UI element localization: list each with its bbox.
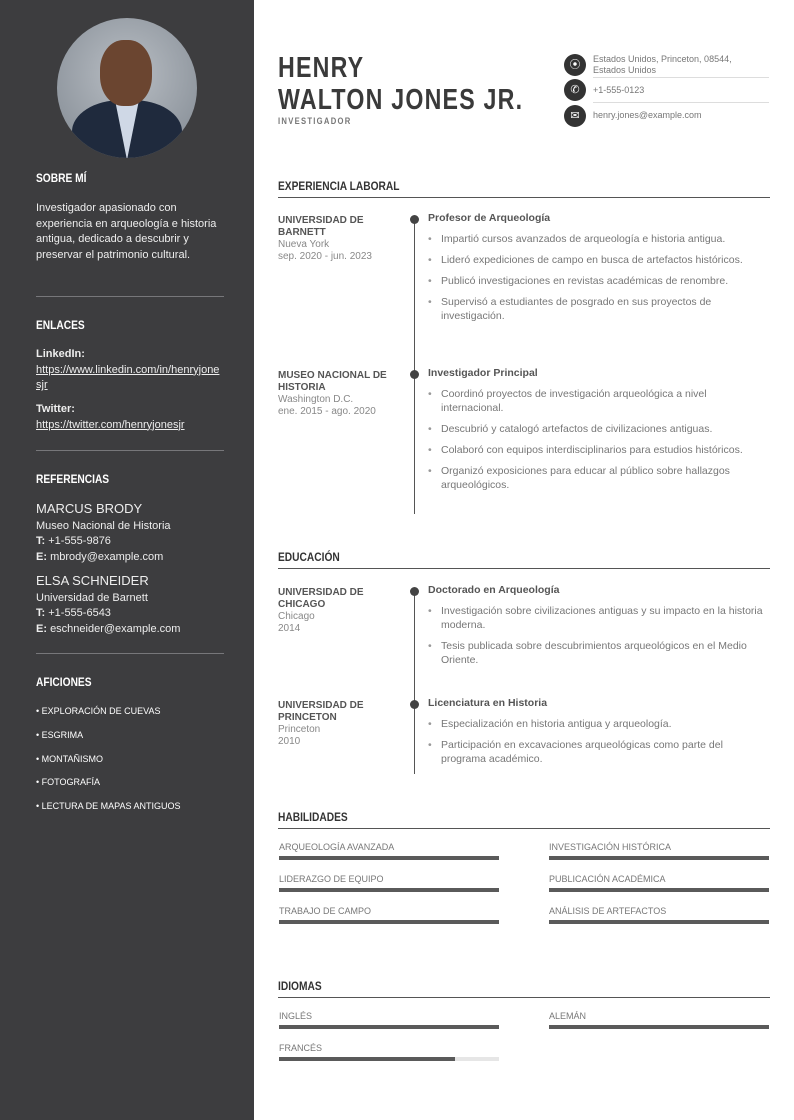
entry-bullet: • Colaboró con equipos interdisciplinarios para estudios históricos. [428, 443, 768, 457]
level-bar [549, 856, 769, 860]
phone-label: T: [36, 607, 46, 619]
about-heading: SOBRE MÍ [36, 171, 87, 185]
entry-bullet: • Especialización en historia antigua y arqueología. [428, 717, 768, 731]
level-fill [549, 920, 769, 924]
level-fill [279, 856, 499, 860]
twitter-block [36, 402, 221, 433]
reference-email: mbrody@example.com [50, 550, 164, 563]
entry-bullet: • Publicó investigaciones en revistas académicas de renombre. [428, 274, 768, 288]
languages-heading: IDIOMAS [278, 979, 770, 998]
skills-item [549, 874, 769, 892]
hobby-item: • LECTURA DE MAPAS ANTIGUOS [36, 801, 181, 811]
entry-bullet: • Tesis publicada sobre descubrimientos arqueológicos en el Medio Oriente. [428, 639, 768, 667]
level-fill [549, 1025, 769, 1029]
timeline-dot [410, 215, 419, 224]
reference-phone: +1-555-6543 [48, 607, 111, 619]
divider [36, 653, 224, 654]
entry-org-block [278, 700, 388, 748]
education-heading: EDUCACIÓN [278, 550, 770, 569]
level-fill [279, 1025, 499, 1029]
linkedin-block [36, 347, 221, 394]
timeline-dot [410, 587, 419, 596]
skills-name: LIDERAZGO DE EQUIPO [279, 874, 384, 884]
timeline-line [414, 591, 415, 704]
level-bar [279, 856, 499, 860]
skills-name: TRABAJO DE CAMPO [279, 906, 372, 916]
timeline-dot [410, 370, 419, 379]
reference-name: MARCUS BRODY [36, 501, 143, 516]
divider [36, 450, 224, 451]
divider [593, 77, 769, 78]
skills-item [279, 842, 499, 860]
entry-role: Investigador Principal [428, 367, 538, 379]
entry-place: Chicago [278, 611, 315, 622]
reference-email: eschneider@example.com [50, 622, 181, 635]
entry-org: UNIVERSIDAD DE PRINCETON [278, 700, 364, 723]
entry-bullet: • Participación en excavaciones arqueológicas como parte del programa académico. [428, 738, 768, 766]
skills-item [549, 842, 769, 860]
hobbies-heading: AFICIONES [36, 675, 92, 689]
level-fill [279, 920, 499, 924]
hobby-item: • ESGRIMA [36, 730, 84, 740]
timeline-line [414, 704, 415, 774]
level-bar [279, 1057, 499, 1061]
reference-org: Museo Nacional de Historia [36, 519, 171, 532]
location-pin-icon: ⦿ [564, 54, 586, 76]
entry-org: UNIVERSIDAD DE CHICAGO [278, 587, 364, 610]
reference-phone: +1-555-9876 [48, 535, 111, 547]
languages-name: ALEMÁN [549, 1011, 587, 1021]
level-fill [549, 856, 769, 860]
reference-org: Universidad de Barnett [36, 591, 148, 604]
reference-name: ELSA SCHNEIDER [36, 573, 149, 588]
skills-item [279, 874, 499, 892]
twitter-label: Twitter: [36, 403, 75, 415]
contact-phone: +1-555-0123 [593, 85, 645, 95]
entry-role: Licenciatura en Historia [428, 697, 548, 709]
sidebar [0, 0, 254, 1120]
entry-bullet: • Lideró expediciones de campo en busca de artefactos históricos. [428, 253, 768, 267]
level-fill [279, 888, 499, 892]
job-title: INVESTIGADOR [278, 116, 352, 126]
entry-bullet: • Impartió cursos avanzados de arqueología e historia antigua. [428, 232, 768, 246]
level-bar [279, 920, 499, 924]
about-text: Investigador apasionado con experiencia en arqueología e historia antigua, dedicado a descubrir y preservar el patrimonio cultural. [36, 202, 217, 261]
timeline-dot [410, 700, 419, 709]
phone-label: T: [36, 535, 46, 547]
level-bar [549, 888, 769, 892]
entry-place: Washington D.C. [278, 394, 354, 405]
languages-item [279, 1011, 499, 1029]
entry-role: Profesor de Arqueología [428, 212, 551, 224]
skills-name: INVESTIGACIÓN HISTÓRICA [549, 842, 672, 852]
envelope-icon: ✉ [564, 105, 586, 127]
entry-dates: 2014 [278, 623, 301, 634]
skills-item [549, 906, 769, 924]
languages-name: INGLÉS [279, 1011, 313, 1021]
entry-dates: 2010 [278, 736, 301, 747]
contact-email: henry.jones@example.com [593, 110, 702, 120]
entry-org-block [278, 370, 388, 418]
level-bar [279, 1025, 499, 1029]
entry-org-block [278, 587, 388, 635]
entry-place: Nueva York [278, 239, 330, 250]
links-heading: ENLACES [36, 318, 85, 332]
phone-icon: ✆ [564, 79, 586, 101]
languages-item [279, 1043, 499, 1061]
level-bar [549, 920, 769, 924]
entry-org: MUSEO NACIONAL DE HISTORIA [278, 370, 387, 393]
hobby-item: • EXPLORACIÓN DE CUEVAS [36, 706, 161, 716]
timeline-line [414, 219, 415, 374]
level-bar [549, 1025, 769, 1029]
hobby-item: • FOTOGRAFÍA [36, 777, 100, 787]
skills-name: ARQUEOLOGÍA AVANZADA [279, 842, 395, 852]
full-name: HENRY WALTON JONES JR. [278, 52, 524, 116]
level-bar [279, 888, 499, 892]
reference-2 [36, 573, 221, 637]
hobby-item: • MONTAÑISMO [36, 754, 103, 764]
entry-place: Princeton [278, 724, 321, 735]
entry-dates: ene. 2015 - ago. 2020 [278, 406, 376, 417]
reference-1 [36, 501, 221, 565]
entry-bullet: • Organizó exposiciones para educar al público sobre hallazgos arqueológicos. [428, 464, 768, 492]
linkedin-link[interactable]: https://www.linkedin.com/in/henryjonesjr [36, 363, 220, 391]
linkedin-label: LinkedIn: [36, 348, 85, 360]
skills-name: ANÁLISIS DE ARTEFACTOS [549, 906, 667, 916]
entry-bullet: • Supervisó a estudiantes de posgrado en sus proyectos de investigación. [428, 295, 768, 323]
entry-org-block [278, 215, 388, 263]
email-label: E: [36, 622, 47, 635]
skills-item [279, 906, 499, 924]
experience-heading: EXPERIENCIA LABORAL [278, 179, 770, 198]
contact-address: Estados Unidos, Princeton, 08544, Estados Unidos [593, 54, 732, 75]
languages-item [549, 1011, 769, 1029]
profile-photo [57, 18, 197, 158]
entry-bullet: • Investigación sobre civilizaciones antiguas y su impacto en la historia moderna. [428, 604, 768, 632]
twitter-link[interactable]: https://twitter.com/henryjonesjr [36, 418, 185, 431]
entry-bullet: • Coordinó proyectos de investigación arqueológica a nivel internacional. [428, 387, 768, 415]
divider [36, 296, 224, 297]
entry-bullet: • Descubrió y catalogó artefactos de civilizaciones antiguas. [428, 422, 768, 436]
level-fill [549, 888, 769, 892]
email-label: E: [36, 550, 47, 563]
skills-name: PUBLICACIÓN ACADÉMICA [549, 874, 666, 884]
references-heading: REFERENCIAS [36, 472, 110, 486]
entry-dates: sep. 2020 - jun. 2023 [278, 251, 372, 262]
skills-heading: HABILIDADES [278, 810, 770, 829]
timeline-line [414, 374, 415, 514]
entry-org: UNIVERSIDAD DE BARNETT [278, 215, 364, 238]
divider [593, 102, 769, 103]
level-fill [279, 1057, 455, 1061]
languages-name: FRANCÉS [279, 1043, 323, 1053]
entry-role: Doctorado en Arqueología [428, 584, 560, 596]
